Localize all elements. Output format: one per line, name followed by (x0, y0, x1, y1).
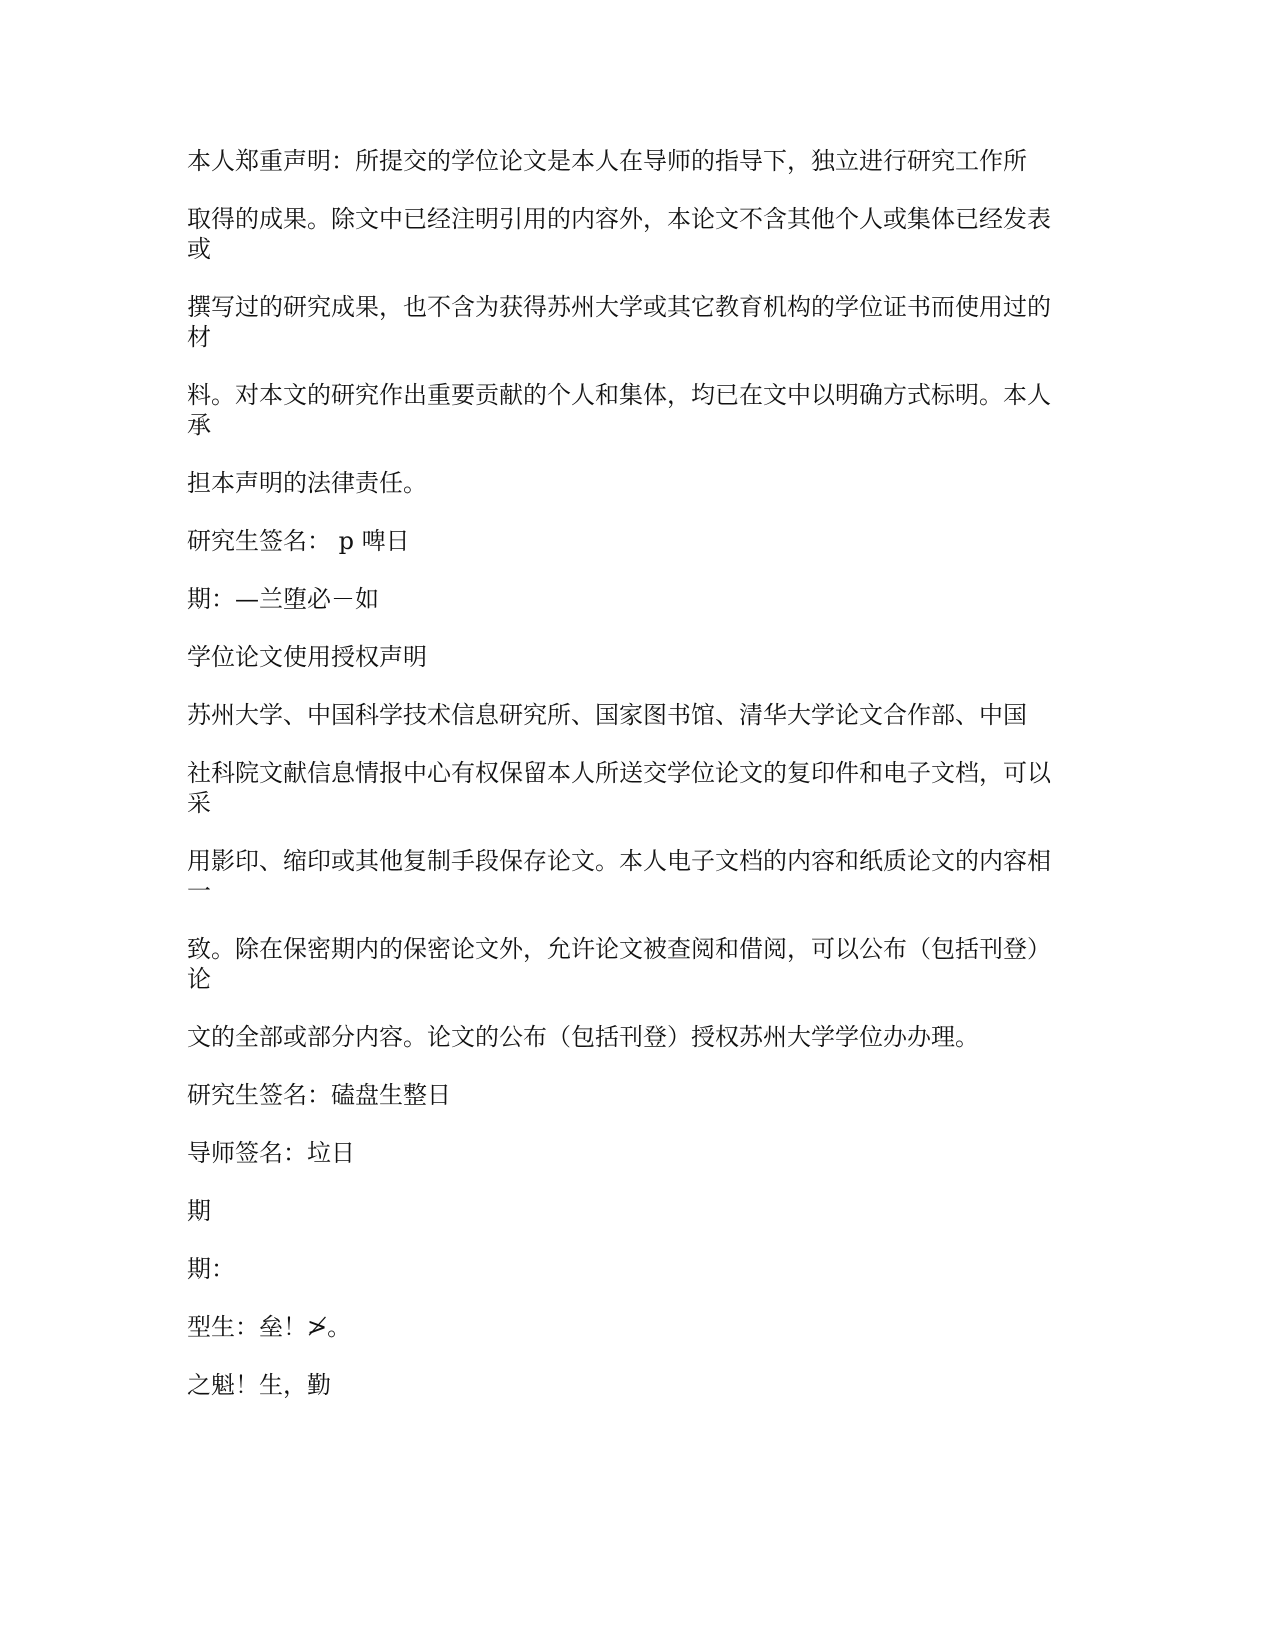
student-signature-line: 研究生签名： p 啤日 (187, 527, 410, 555)
declaration-line-3-wrap: 材 (187, 323, 211, 351)
declaration-line-1: 本人郑重声明：所提交的学位论文是本人在导师的指导下，独立进行研究工作所 (187, 147, 1027, 175)
declaration-line-4: 料。对本文的研究作出重要贡献的个人和集体，均已在文中以明确方式标明。本人 (187, 381, 1051, 409)
student-signature-line-2: 研究生签名：磕盘生整日 (187, 1081, 451, 1109)
authorization-line-4: 致。除在保密期内的保密论文外，允许论文被查阅和借阅，可以公布（包括刊登） (187, 935, 1051, 963)
declaration-line-4-wrap: 承 (187, 411, 211, 439)
date-fragment-1: 期 (187, 1197, 211, 1225)
authorization-line-5: 文的全部或部分内容。论文的公布（包括刊登）授权苏州大学学位办办理。 (187, 1023, 979, 1051)
authorization-line-2: 社科院文献信息情报中心有权保留本人所送交学位论文的复印件和电子文档，可以 (187, 759, 1051, 787)
authorization-heading: 学位论文使用授权声明 (187, 643, 427, 671)
declaration-line-5: 担本声明的法律责任。 (187, 469, 427, 497)
declaration-line-3: 撰写过的研究成果，也不含为获得苏州大学或其它教育机构的学位证书而使用过的 (187, 293, 1051, 321)
date-fragment-2: 期： (187, 1255, 235, 1283)
signature-fragment-1: 型生：垒！≯。 (187, 1313, 352, 1341)
signature-fragment-2: 之魁！生，勤 (187, 1371, 331, 1399)
authorization-line-1: 苏州大学、中国科学技术信息研究所、国家图书馆、清华大学论文合作部、中国 (187, 701, 1027, 729)
authorization-line-3: 用影印、缩印或其他复制手段保存论文。本人电子文档的内容和纸质论文的内容相 (187, 847, 1051, 875)
authorization-line-4-wrap: 论 (187, 965, 211, 993)
declaration-line-2-wrap: 或 (187, 235, 211, 263)
advisor-signature-line: 导师签名：垃日 (187, 1139, 355, 1167)
authorization-line-2-wrap: 采 (187, 789, 211, 817)
declaration-line-2: 取得的成果。除文中已经注明引用的内容外，本论文不含其他个人或集体已经发表 (187, 205, 1051, 233)
authorization-line-3-wrap: 一 (187, 877, 211, 905)
date-line: 期：—兰堕必－如 (187, 585, 379, 613)
